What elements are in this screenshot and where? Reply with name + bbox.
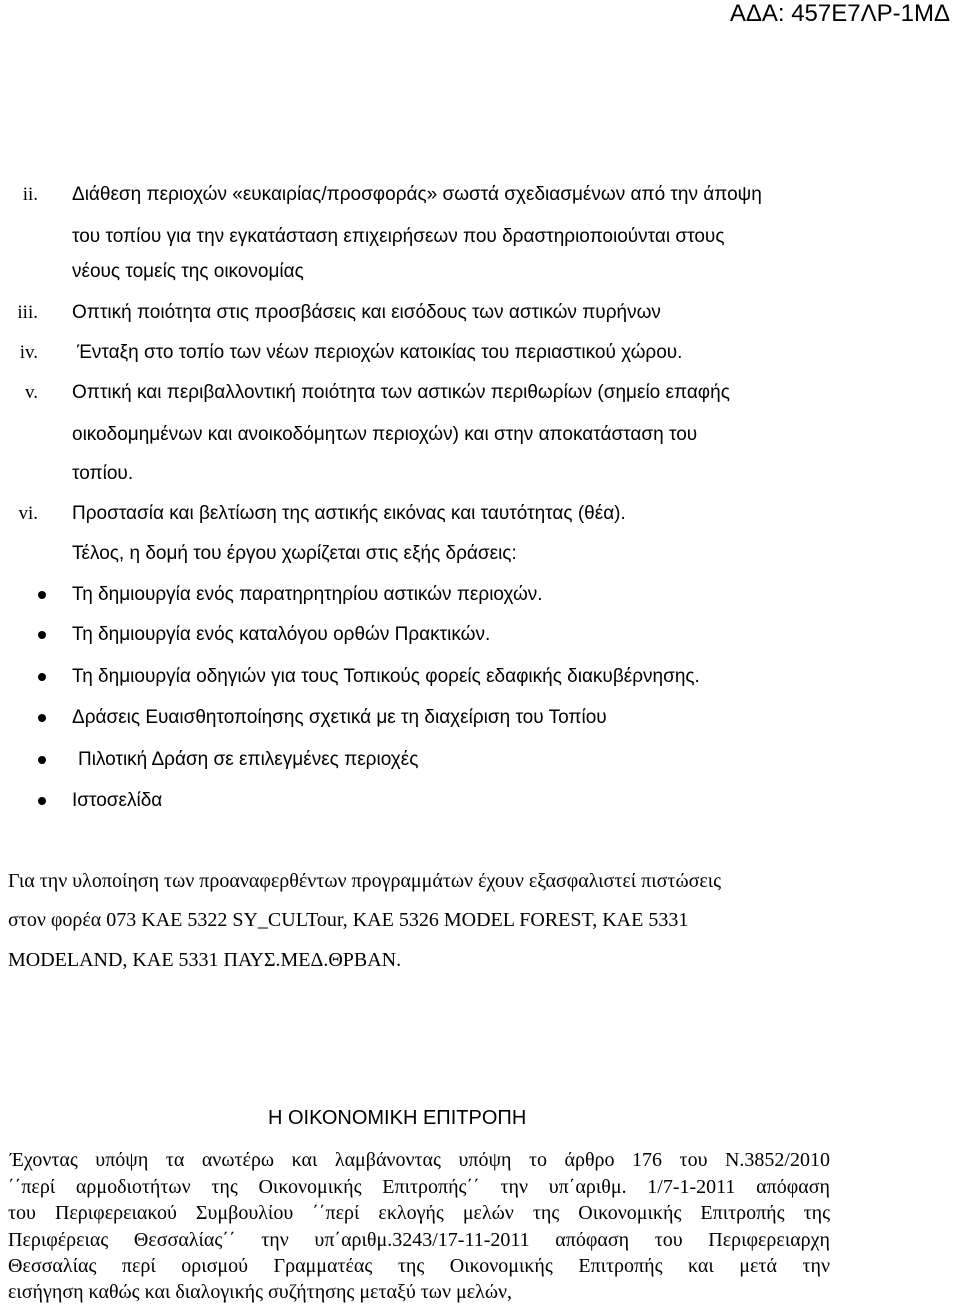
list-item-text: τοπίου.: [72, 463, 134, 484]
list-marker: iii.: [17, 302, 38, 323]
committee-line: Έχοντας υπόψη τα ανωτέρω και λαμβάνοντας υπόψη το άρθρο 176 του Ν.3852/2010: [10, 1149, 830, 1171]
list-item: Τη δημιουργία ενός παρατηρητηρίου αστικών περιοχών.: [72, 584, 543, 605]
list-marker: v.: [24, 382, 38, 403]
bullet-icon: [38, 797, 46, 805]
committee-line: ΄΄περί αρμοδιοτήτων της Οικονομικής Επιτροπής΄΄ την υπ΄αριθμ. 1/7-1-2011 απόφαση: [8, 1176, 830, 1198]
list-item-text: νέους τομείς της οικονομίας: [72, 261, 304, 282]
bullet-icon: [38, 714, 46, 722]
list-item-text: Ένταξη στο τοπίο των νέων περιοχών κατοικίας του περιαστικού χώρου.: [77, 342, 683, 363]
bullet-icon: [38, 631, 46, 639]
list-item: Ιστοσελίδα: [72, 790, 163, 811]
list-marker: vi.: [18, 503, 38, 524]
bullet-icon: [38, 591, 46, 599]
list-item-text: Προστασία και βελτίωση της αστικής εικόνας και ταυτότητας (θέα).: [72, 503, 626, 524]
list-marker: ii.: [22, 184, 38, 205]
document-ada-code: ΑΔΑ: 457Ε7ΛΡ-1ΜΔ: [729, 0, 950, 27]
actions-intro: Τέλος, η δομή του έργου χωρίζεται στις εξής δράσεις:: [72, 543, 517, 564]
list-item: Τη δημιουργία ενός καταλόγου ορθών Πρακτικών.: [72, 624, 491, 645]
committee-line: εισήγηση καθώς και διαλογικής συζήτησης μεταξύ των μελών,: [8, 1281, 513, 1303]
committee-heading: Η ΟΙΚΟΝΟΜΙΚΗ ΕΠΙΤΡΟΠΗ: [268, 1107, 527, 1129]
list-item: Τη δημιουργία οδηγιών για τους Τοπικούς φορείς εδαφικής διακυβέρνησης.: [72, 666, 700, 687]
committee-line: του Περιφερειακού Συμβουλίου ΄΄περί εκλογής μελών της Οικονομικής Επιτροπής της: [8, 1202, 830, 1224]
bullet-icon: [38, 673, 46, 681]
funding-line: MODELAND, ΚΑΕ 5331 ΠΑΥΣ.ΜΕΔ.ΘΡΒΑΝ.: [8, 949, 402, 971]
list-item-text: οικοδομημένων και ανοικοδόμητων περιοχών) και στην αποκατάσταση του: [72, 424, 698, 445]
funding-line: Για την υλοποίηση των προαναφερθέντων προγραμμάτων έχουν εξασφαλιστεί πιστώσεις: [8, 870, 722, 892]
committee-line: Περιφέρειας Θεσσαλίας΄΄ την υπ΄αριθμ.3243/17-11-2011 απόφαση του Περιφερειαρχη: [8, 1229, 830, 1251]
list-item-text: Οπτική ποιότητα στις προσβάσεις και εισόδους των αστικών πυρήνων: [72, 302, 661, 323]
funding-line: στον φορέα 073 ΚΑΕ 5322 SY_CULTour, ΚΑΕ 5326 MODEL FOREST, ΚΑΕ 5331: [8, 909, 689, 931]
bullet-icon: [38, 756, 46, 764]
list-item: Πιλοτική Δράση σε επιλεγμένες περιοχές: [78, 749, 419, 770]
committee-line: Θεσσαλίας περί ορισμού Γραμματέας της Οικονομικής Επιτροπής και μετά την: [8, 1255, 830, 1277]
list-item-text: Διάθεση περιοχών «ευκαιρίας/προσφοράς» σωστά σχεδιασμένων από την άποψη: [72, 184, 762, 205]
list-marker: iv.: [19, 342, 38, 363]
list-item: Δράσεις Ευαισθητοποίησης σχετικά με τη διαχείριση του Τοπίου: [72, 707, 607, 728]
list-item-text: του τοπίου για την εγκατάσταση επιχειρήσεων που δραστηριοποιούνται στους: [72, 226, 725, 247]
list-item-text: Οπτική και περιβαλλοντική ποιότητα των αστικών περιθωρίων (σημείο επαφής: [72, 382, 730, 403]
